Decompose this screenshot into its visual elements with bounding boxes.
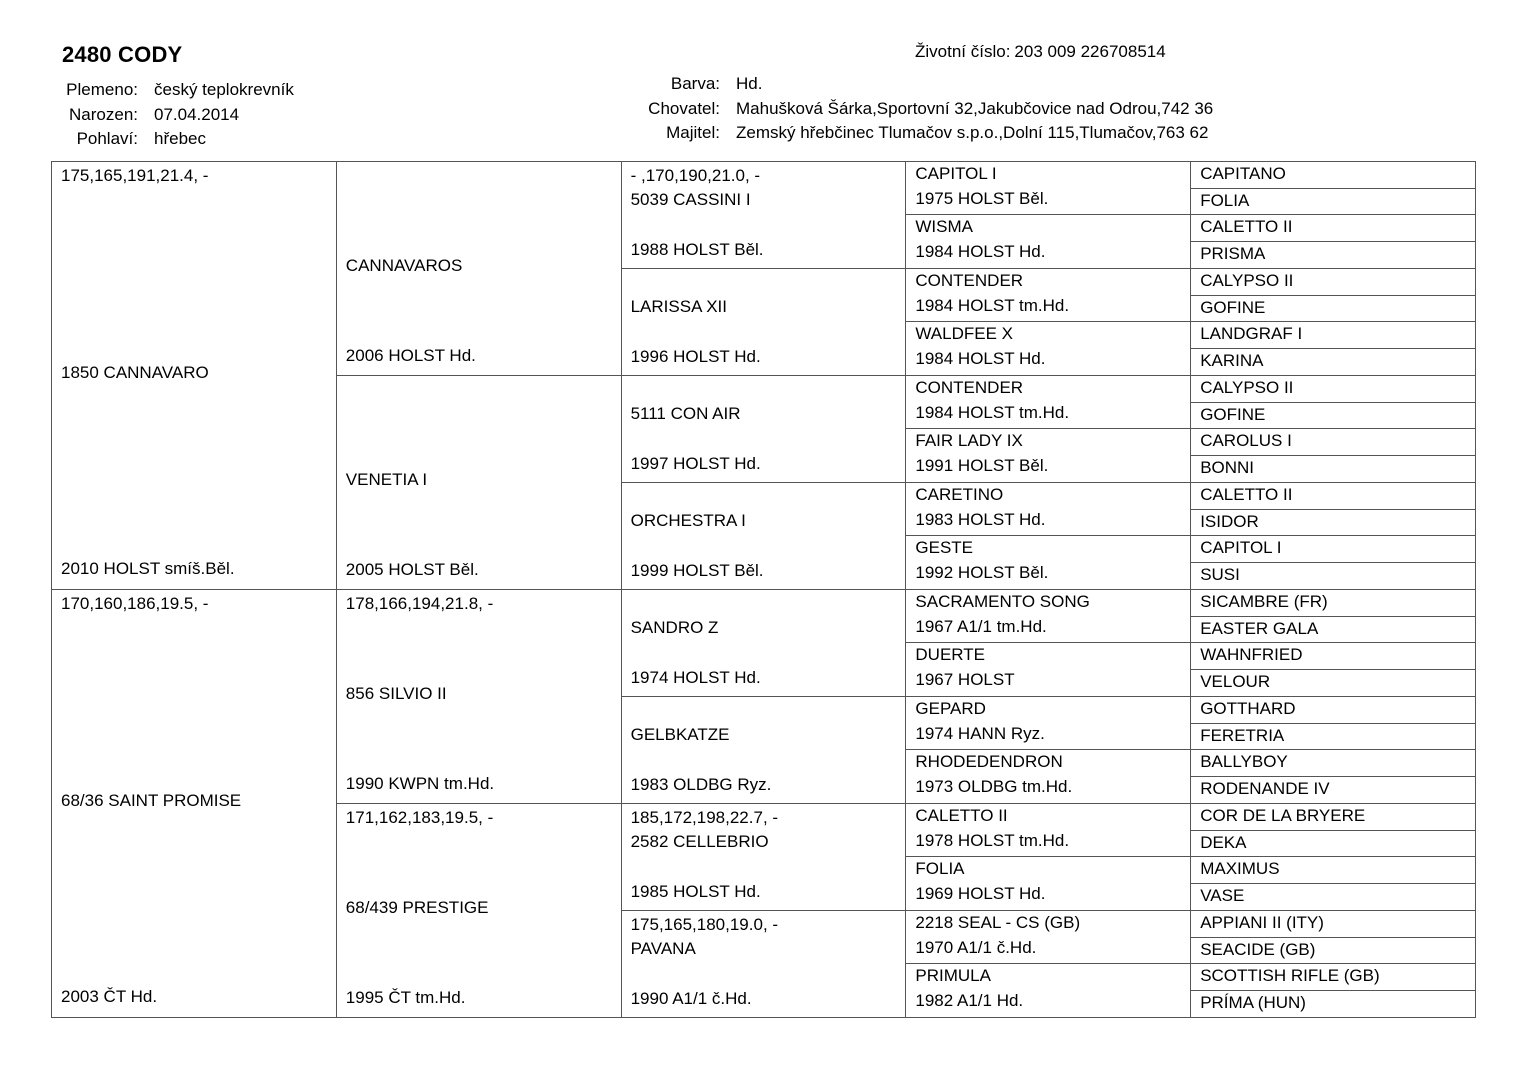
breeder-label: Chovatel: (648, 98, 720, 118)
ancestor-cell (61, 162, 327, 587)
ancestor-gen4 (906, 269, 1191, 322)
ancestor-gen4 (906, 857, 1191, 911)
life-number-value: 203 009 226708514 (1014, 42, 1166, 61)
ancestor-gen5: BONNI (1191, 456, 1476, 483)
ancestor-gen4 (906, 697, 1191, 750)
ancestor-gen4 (906, 750, 1191, 804)
ancestor-info: 2003 ČT Hd. (61, 987, 158, 1006)
ancestor-gen5: CAROLUS I (1191, 429, 1476, 456)
ancestor-name: 1850 CANNAVARO (61, 362, 209, 382)
ancestor-gen1 (52, 590, 337, 1018)
life-number (915, 42, 1166, 62)
ancestor-cell (631, 162, 897, 266)
ancestor-name: CONTENDER (915, 271, 1024, 290)
ancestor-name: 856 SILVIO II (345, 684, 447, 703)
ancestor-top (631, 699, 897, 747)
ancestor-gen5: CALYPSO II (1191, 376, 1476, 403)
born-label: Narozen: (69, 104, 138, 124)
ancestor-gen4 (906, 804, 1191, 857)
ancestor-gen5: MAXIMUS (1191, 857, 1476, 884)
ancestor-gen5: CAPITOL I (1191, 536, 1476, 563)
ancestor-info: 1990 KWPN tm.Hd. (345, 774, 495, 793)
sex-label: Pohlaví: (76, 129, 138, 149)
ancestor-gen5: LANDGRAF I (1191, 322, 1476, 349)
color-row (600, 72, 1213, 97)
ancestor-gen5: CALYPSO II (1191, 269, 1476, 296)
ancestor-top (631, 271, 897, 319)
ancestor-cell (631, 697, 897, 801)
pedigree-table (51, 161, 1476, 1018)
color-value: Hd. (736, 74, 763, 94)
ancestor-cell (346, 376, 612, 588)
ancestor-gen4 (906, 215, 1191, 269)
life-number-label: Životní číslo: (915, 42, 1011, 61)
basic-info (40, 78, 294, 152)
ancestor-info: 1973 OLDBG tm.Hd. (915, 776, 1073, 796)
ancestor-measure (631, 699, 897, 723)
ancestor-measure: - ,170,190,21.0, - (630, 166, 761, 185)
ancestor-name: 2218 SEAL - CS (GB) (915, 913, 1081, 932)
ancestor-top (631, 164, 897, 212)
ancestor-info: 1970 A1/1 č.Hd. (915, 937, 1037, 957)
ancestor-info: 1974 HANN Ryz. (915, 723, 1045, 743)
ancestor-measure (346, 378, 612, 402)
ancestor-measure (631, 378, 897, 402)
ancestor-gen5: RODENANDE IV (1191, 777, 1476, 804)
ancestor-gen5: GOFINE (1191, 402, 1476, 429)
ancestor-measure (631, 485, 897, 509)
ancestor-gen5: SCOTTISH RIFLE (GB) (1191, 964, 1476, 991)
ancestor-gen5: EASTER GALA (1191, 616, 1476, 643)
ancestor-gen4 (906, 322, 1191, 376)
ancestor-gen4 (906, 162, 1191, 215)
ancestor-info: 1969 HOLST Hd. (915, 883, 1046, 903)
ancestor-info: 2006 HOLST Hd. (345, 346, 476, 365)
ancestor-gen5: VELOUR (1191, 670, 1476, 697)
ancestor-gen5: CALETTO II (1191, 483, 1476, 510)
ancestor-name: RHODEDENDRON (915, 752, 1063, 772)
ancestor-gen5: SEACIDE (GB) (1191, 937, 1476, 964)
ancestor-name: PAVANA (630, 939, 696, 958)
owner-row (600, 121, 1213, 146)
born-row (40, 103, 294, 128)
ancestor-info: 1975 HOLST Běl. (915, 188, 1049, 208)
ancestor-name: WISMA (915, 217, 973, 237)
ancestor-gen3 (621, 590, 906, 697)
ancestor-gen4 (906, 429, 1191, 483)
ancestor-name: 2582 CELLEBRIO (630, 832, 769, 851)
ancestor-name: WALDFEE X (915, 324, 1013, 344)
ancestor-gen4 (906, 964, 1191, 1018)
ancestor-name: CAPITOL I (915, 164, 997, 183)
ancestor-cell (631, 483, 897, 587)
ancestor-measure: 171,162,183,19.5, - (345, 808, 494, 827)
ancestor-gen3 (621, 483, 906, 590)
breed-row (40, 78, 294, 103)
ancestor-name: GEPARD (915, 699, 986, 718)
ancestor-info: 2010 HOLST smíš.Běl. (61, 559, 235, 578)
ancestor-gen2 (336, 590, 621, 804)
ancestor-cell (631, 376, 897, 480)
ancestor-info: 1985 HOLST Hd. (630, 882, 761, 901)
breeder-value: Mahušková Šárka,Sportovní 32,Jakubčovice nad Odrou,742 36 (736, 98, 1214, 118)
ancestor-info: 1983 HOLST Hd. (915, 509, 1046, 529)
color-label: Barva: (670, 74, 720, 94)
owner-label: Majitel: (666, 123, 720, 143)
ancestor-info: 2005 HOLST Běl. (345, 560, 479, 579)
ancestor-gen5: BALLYBOY (1191, 750, 1476, 777)
pedigree-row (52, 162, 1476, 189)
ancestor-info: 1995 ČT tm.Hd. (345, 988, 466, 1007)
ancestor-name: 5039 CASSINI I (630, 190, 751, 209)
ancestor-name: CARETINO (915, 485, 1004, 504)
breeder-row (600, 97, 1213, 122)
ancestor-gen5: SUSI (1191, 563, 1476, 590)
ancestor-info: 1967 A1/1 tm.Hd. (915, 616, 1047, 636)
ancestor-cell (346, 590, 612, 802)
breed-value: český teplokrevník (154, 80, 294, 100)
ancestor-cell (631, 911, 897, 1015)
ancestor-cell (631, 804, 897, 908)
ancestor-info: 1991 HOLST Běl. (915, 455, 1049, 475)
ancestor-top (631, 913, 897, 961)
ancestor-gen5: FERETRIA (1191, 723, 1476, 750)
ancestor-name: ORCHESTRA I (630, 511, 746, 530)
ancestor-cell (631, 269, 897, 373)
breed-label: Plemeno: (66, 80, 138, 100)
ancestor-cell (346, 804, 612, 1016)
ancestor-name: 68/439 PRESTIGE (345, 898, 489, 917)
ancestor-info: 1967 HOLST (915, 669, 1015, 689)
ancestor-gen5: WAHNFRIED (1191, 643, 1476, 670)
ancestor-gen3 (621, 911, 906, 1018)
ancestor-gen4 (906, 376, 1191, 429)
ancestor-info: 1997 HOLST Hd. (630, 454, 761, 473)
ancestor-gen3 (621, 804, 906, 911)
ancestor-top (631, 485, 897, 533)
ancestor-gen5: CALETTO II (1191, 215, 1476, 242)
ancestor-gen3 (621, 376, 906, 483)
ancestor-measure (631, 271, 897, 295)
ancestor-name: CANNAVAROS (345, 256, 463, 275)
owner-info (600, 72, 1213, 146)
ancestor-cell (631, 590, 897, 694)
ancestor-top (631, 378, 897, 426)
sex-value: hřebec (154, 129, 206, 149)
ancestor-measure: 178,166,194,21.8, - (345, 594, 494, 613)
ancestor-gen4 (906, 483, 1191, 536)
ancestor-measure (346, 164, 612, 188)
ancestor-measure: 170,160,186,19.5, - (61, 594, 209, 613)
ancestor-gen4 (906, 536, 1191, 590)
ancestor-name: DUERTE (915, 645, 985, 665)
ancestor-info: 1978 HOLST tm.Hd. (915, 830, 1070, 850)
ancestor-gen3 (621, 697, 906, 804)
ancestor-gen2 (336, 804, 621, 1018)
ancestor-gen5: SICAMBRE (FR) (1191, 590, 1476, 617)
ancestor-info: 1984 HOLST tm.Hd. (915, 295, 1070, 315)
ancestor-info: 1982 A1/1 Hd. (915, 990, 1024, 1010)
ancestor-gen5: FOLIA (1191, 188, 1476, 215)
ancestor-gen5: VASE (1191, 884, 1476, 911)
ancestor-info: 1990 A1/1 č.Hd. (630, 989, 752, 1008)
ancestor-name: CALETTO II (915, 806, 1008, 825)
ancestor-cell (346, 162, 612, 374)
ancestor-info: 1999 HOLST Běl. (630, 561, 764, 580)
ancestor-gen3 (621, 269, 906, 376)
ancestor-top (631, 592, 897, 640)
ancestor-gen2 (336, 376, 621, 590)
ancestor-name: LARISSA XII (630, 297, 727, 316)
ancestor-cell (61, 590, 327, 1015)
ancestor-gen5: ISIDOR (1191, 509, 1476, 536)
ancestor-info: 1984 HOLST Hd. (915, 348, 1046, 368)
ancestor-name: 68/36 SAINT PROMISE (61, 790, 242, 810)
ancestor-gen5: PRISMA (1191, 242, 1476, 269)
ancestor-name: SANDRO Z (630, 618, 719, 637)
ancestor-name: VENETIA I (345, 470, 428, 489)
ancestor-measure: 175,165,191,21.4, - (61, 166, 209, 185)
ancestor-info: 1983 OLDBG Ryz. (630, 775, 772, 794)
ancestor-name: FOLIA (915, 859, 965, 879)
ancestor-measure: 175,165,180,19.0, - (630, 915, 779, 934)
ancestor-gen1 (52, 162, 337, 590)
horse-title: 2480 CODY (62, 42, 183, 67)
ancestor-measure (631, 592, 897, 616)
ancestor-info: 1984 HOLST Hd. (915, 241, 1046, 261)
ancestor-name: GESTE (915, 538, 974, 558)
ancestor-name: PRIMULA (915, 966, 991, 986)
ancestor-info: 1988 HOLST Běl. (630, 240, 764, 259)
ancestor-info: 1992 HOLST Běl. (915, 562, 1049, 582)
ancestor-name: CONTENDER (915, 378, 1024, 397)
ancestor-gen5: CAPITANO (1191, 162, 1476, 189)
ancestor-gen5: KARINA (1191, 349, 1476, 376)
ancestor-name: SACRAMENTO SONG (915, 592, 1090, 611)
ancestor-name: 5111 CON AIR (630, 404, 741, 423)
ancestor-gen5: APPIANI II (ITY) (1191, 911, 1476, 938)
ancestor-gen4 (906, 911, 1191, 964)
ancestor-gen5: GOTTHARD (1191, 697, 1476, 724)
pedigree-row (52, 590, 1476, 617)
ancestor-info: 1984 HOLST tm.Hd. (915, 402, 1070, 422)
ancestor-name: GELBKATZE (630, 725, 730, 744)
owner-value: Zemský hřebčinec Tlumačov s.p.o.,Dolní 115,Tlumačov,763 62 (736, 123, 1209, 143)
ancestor-top (631, 806, 897, 854)
ancestor-gen5: PRÍMA (HUN) (1191, 991, 1476, 1018)
ancestor-gen5: DEKA (1191, 830, 1476, 857)
ancestor-gen4 (906, 643, 1191, 697)
sex-row (40, 127, 294, 152)
ancestor-measure: 185,172,198,22.7, - (630, 808, 779, 827)
ancestor-info: 1996 HOLST Hd. (630, 347, 761, 366)
ancestor-gen5: GOFINE (1191, 295, 1476, 322)
ancestor-info: 1974 HOLST Hd. (630, 668, 761, 687)
ancestor-name: FAIR LADY IX (915, 431, 1023, 451)
ancestor-gen2 (336, 162, 621, 376)
born-value: 07.04.2014 (154, 104, 240, 124)
ancestor-gen4 (906, 590, 1191, 643)
ancestor-gen3 (621, 162, 906, 269)
ancestor-gen5: COR DE LA BRYERE (1191, 804, 1476, 831)
